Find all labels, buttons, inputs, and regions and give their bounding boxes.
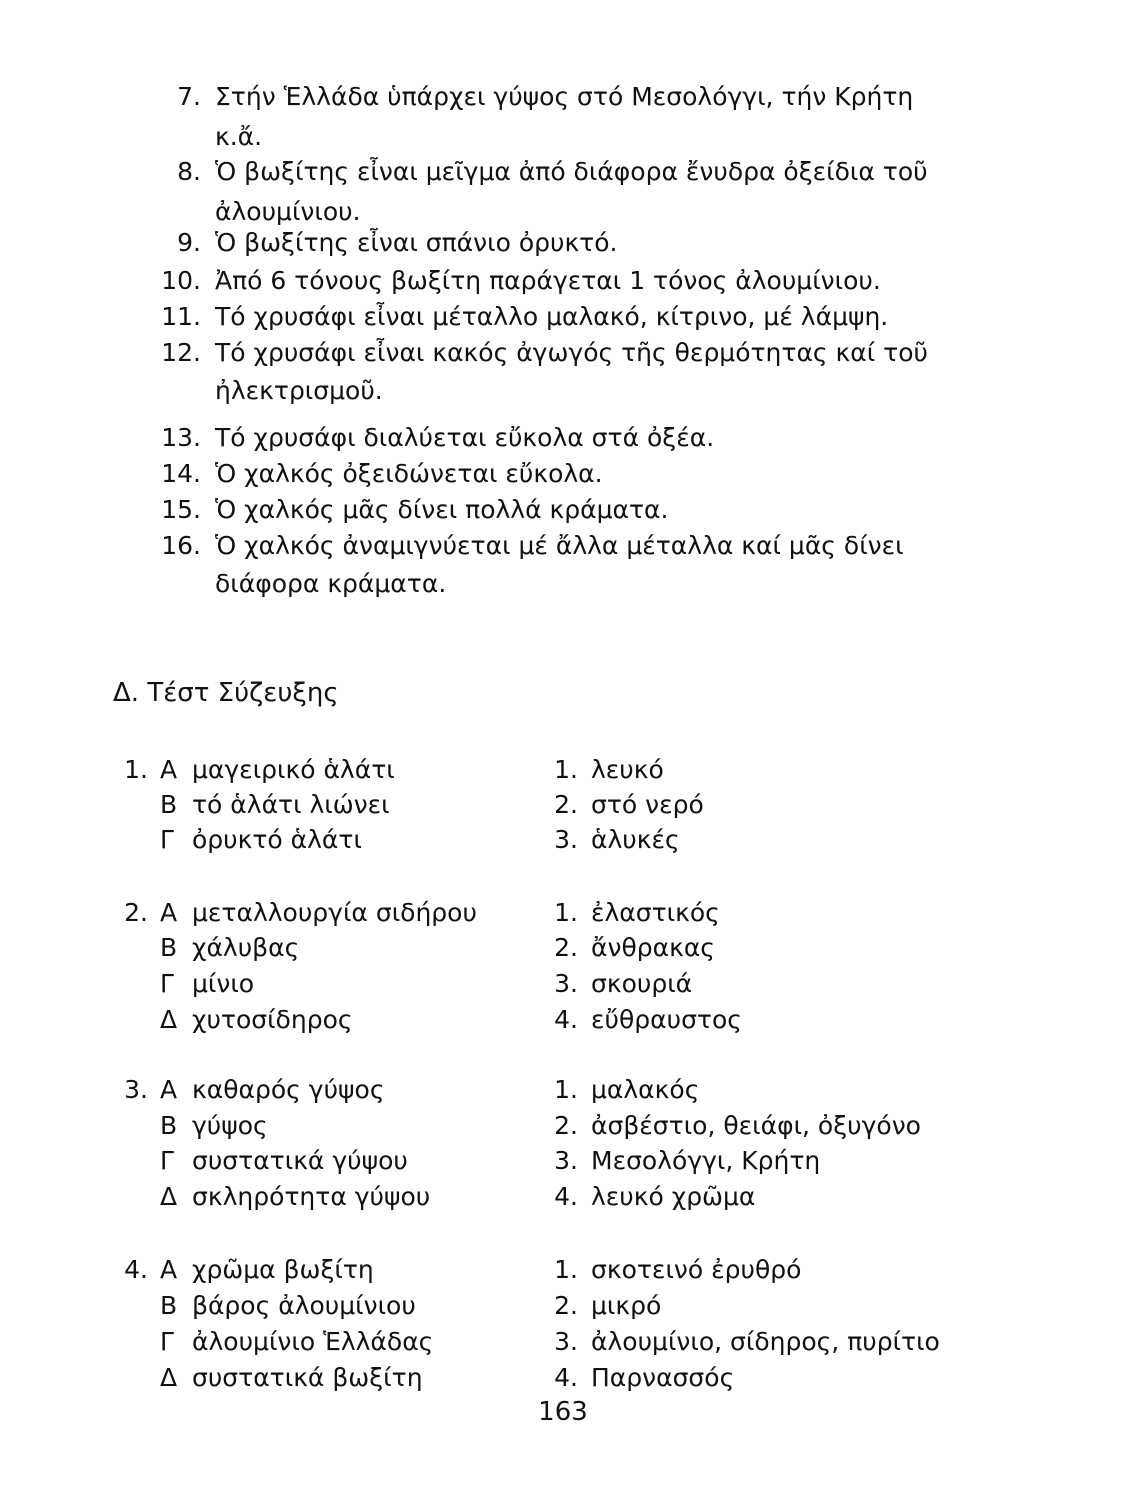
right-item: Μεσολόγγι, Κρήτη — [591, 1146, 821, 1175]
left-item: ὀρυκτό ἁλάτι — [192, 825, 362, 854]
left-item: χρῶμα βωξίτη — [192, 1255, 374, 1284]
right-item: σκουριά — [591, 969, 693, 998]
left-item: χυτοσίδηρος — [192, 1005, 353, 1034]
row-letter: Α — [160, 1075, 178, 1104]
row-letter: Δ — [160, 1182, 178, 1211]
statement-text: Ὁ βωξίτης εἶναι σπάνιο ὀρυκτό. — [215, 228, 618, 257]
group-number: 2. — [124, 898, 148, 927]
statement-number: 7. — [177, 82, 201, 111]
right-item: ἄνθρακας — [591, 933, 715, 962]
row-letter: Δ — [160, 1005, 178, 1034]
right-item: λευκό — [591, 755, 664, 784]
right-item: Παρνασσός — [591, 1363, 735, 1392]
right-item: ἐλαστικός — [591, 898, 720, 927]
statement-text: Τό χρυσάφι εἶναι μέταλλο μαλακό, κίτρινο, μέ λάμψη. — [215, 302, 889, 331]
left-item: χάλυβας — [192, 933, 300, 962]
section-heading: Δ. Τέστ Σύζευξης — [113, 678, 339, 708]
right-item: στό νερό — [591, 790, 704, 819]
left-item: μίνιο — [192, 969, 255, 998]
right-number: 2. — [554, 933, 578, 962]
group-number: 4. — [124, 1255, 148, 1284]
right-number: 1. — [554, 898, 578, 927]
statement-number: 12. — [161, 338, 201, 367]
right-number: 3. — [554, 1146, 578, 1175]
right-item: ἀσβέστιο, θειάφι, ὀξυγόνο — [591, 1111, 921, 1140]
row-letter: Γ — [160, 969, 174, 998]
group-number: 1. — [124, 755, 148, 784]
right-number: 4. — [554, 1182, 578, 1211]
right-number: 2. — [554, 1111, 578, 1140]
right-number: 3. — [554, 969, 578, 998]
right-item: ἀλουμίνιο, σίδηρος, πυρίτιο — [591, 1327, 940, 1356]
right-item: εὔθραυστος — [591, 1005, 742, 1034]
statement-text: Ὁ χαλκός ὀξειδώνεται εὔκολα. — [215, 459, 603, 488]
statement-text-continued: ἀλουμίνιου. — [215, 197, 361, 226]
left-item: ἀλουμίνιο Ἑλλάδας — [192, 1327, 434, 1356]
right-number: 1. — [554, 755, 578, 784]
statement-number: 16. — [161, 531, 201, 560]
statement-number: 15. — [161, 495, 201, 524]
statement-text-continued: κ.ἄ. — [215, 122, 263, 151]
row-letter: Δ — [160, 1363, 178, 1392]
right-item: σκοτεινό ἐρυθρό — [591, 1255, 802, 1284]
right-number: 2. — [554, 1291, 578, 1320]
row-letter: Γ — [160, 1327, 174, 1356]
row-letter: Β — [160, 933, 178, 962]
left-item: βάρος ἀλουμίνιου — [192, 1291, 416, 1320]
statement-text: Ἀπό 6 τόνους βωξίτη παράγεται 1 τόνος ἀλουμίνιου. — [215, 266, 881, 295]
statement-number: 9. — [177, 228, 201, 257]
left-item: συστατικά βωξίτη — [192, 1363, 423, 1392]
statement-text: Τό χρυσάφι διαλύεται εὔκολα στά ὀξέα. — [215, 423, 715, 452]
row-letter: Β — [160, 1291, 178, 1320]
left-item: γύψος — [192, 1111, 268, 1140]
statement-text: Τό χρυσάφι εἶναι κακός ἀγωγός τῆς θερμότητας καί τοῦ — [215, 338, 928, 367]
left-item: τό ἁλάτι λιώνει — [192, 790, 390, 819]
right-item: μικρό — [591, 1291, 662, 1320]
right-item: ἁλυκές — [591, 825, 680, 854]
right-number: 3. — [554, 825, 578, 854]
group-number: 3. — [124, 1075, 148, 1104]
row-letter: Β — [160, 1111, 178, 1140]
statement-text-continued: διάφορα κράματα. — [215, 569, 447, 598]
right-number: 4. — [554, 1363, 578, 1392]
right-item: μαλακός — [591, 1075, 700, 1104]
left-item: μεταλλουργία σιδήρου — [192, 898, 477, 927]
left-item: συστατικά γύψου — [192, 1146, 408, 1175]
right-number: 2. — [554, 790, 578, 819]
left-item: σκληρότητα γύψου — [192, 1182, 431, 1211]
right-number: 3. — [554, 1327, 578, 1356]
statement-number: 10. — [161, 266, 201, 295]
statement-number: 8. — [177, 157, 201, 186]
statement-number: 11. — [161, 302, 201, 331]
left-item: καθαρός γύψος — [192, 1075, 385, 1104]
statement-text-continued: ἠλεκτρισμοῦ. — [215, 376, 383, 405]
row-letter: Α — [160, 1255, 178, 1284]
statement-number: 13. — [161, 423, 201, 452]
right-number: 1. — [554, 1075, 578, 1104]
row-letter: Α — [160, 755, 178, 784]
statement-number: 14. — [161, 459, 201, 488]
row-letter: Γ — [160, 825, 174, 854]
right-item: λευκό χρῶμα — [591, 1182, 756, 1211]
statement-text: Στήν Ἑλλάδα ὑπάρχει γύψος στό Μεσολόγγι, τήν Κρήτη — [215, 82, 914, 111]
right-number: 1. — [554, 1255, 578, 1284]
statement-text: Ὁ χαλκός μᾶς δίνει πολλά κράματα. — [215, 495, 669, 524]
right-number: 4. — [554, 1005, 578, 1034]
statement-text: Ὁ βωξίτης εἶναι μεῖγμα ἀπό διάφορα ἔνυδρα ὀξείδια τοῦ — [215, 157, 928, 186]
row-letter: Β — [160, 790, 178, 819]
row-letter: Α — [160, 898, 178, 927]
statement-text: Ὁ χαλκός ἀναμιγνύεται μέ ἄλλα μέταλλα καί μᾶς δίνει — [215, 531, 904, 560]
left-item: μαγειρικό ἁλάτι — [192, 755, 395, 784]
row-letter: Γ — [160, 1146, 174, 1175]
page-number: 163 — [538, 1397, 588, 1427]
